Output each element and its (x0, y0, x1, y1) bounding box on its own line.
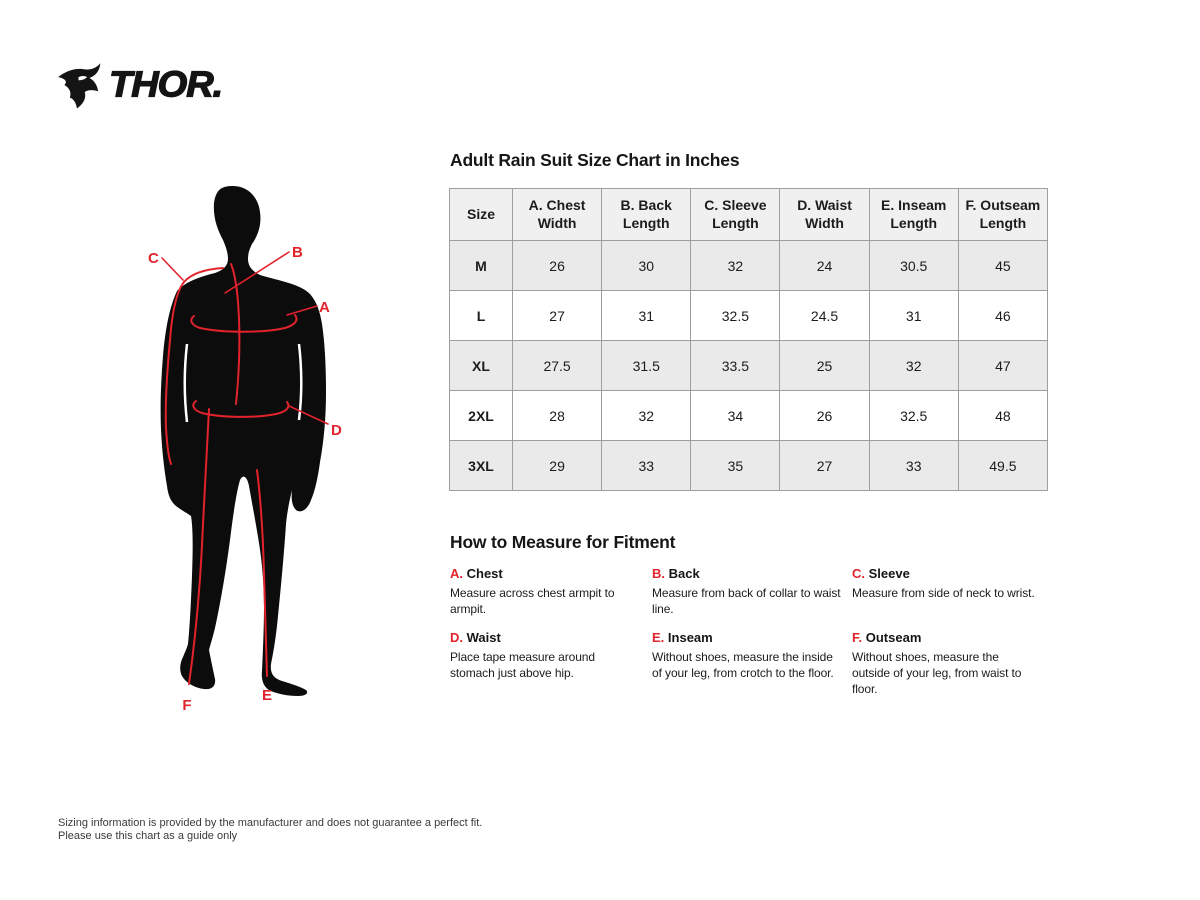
col-header-outseam: F. Outseam Length (958, 189, 1047, 241)
figure-label-f: F (182, 697, 192, 712)
disclaimer (58, 817, 482, 844)
measure-item-waist (450, 630, 652, 698)
value-cell: 45 (958, 241, 1047, 291)
col-header-sleeve: C. Sleeve Length (691, 189, 780, 241)
value-cell: 31.5 (602, 341, 691, 391)
col-header-waist: D. Waist Width (780, 189, 869, 241)
measure-item-chest (450, 566, 652, 630)
value-cell: 24.5 (780, 291, 869, 341)
table-row (450, 391, 1048, 441)
col-header-size: Size (450, 189, 513, 241)
value-cell: 48 (958, 391, 1047, 441)
value-cell: 32 (602, 391, 691, 441)
how-to-measure-title: How to Measure for Fitment (450, 532, 676, 552)
figure-label-d: D (331, 422, 342, 439)
measure-item-back (652, 566, 852, 630)
disclaimer-line-2: Please use this chart as a guide only (58, 830, 238, 843)
size-chart-title: Adult Rain Suit Size Chart in Inches (450, 150, 740, 170)
value-cell: 29 (513, 441, 602, 491)
size-cell: M (450, 241, 513, 291)
value-cell: 32.5 (869, 391, 958, 441)
value-cell: 28 (513, 391, 602, 441)
value-cell: 25 (780, 341, 869, 391)
table-row (450, 441, 1048, 491)
table-row (450, 341, 1048, 391)
measure-item-heading: C. Sleeve (852, 566, 910, 581)
value-cell: 26 (513, 241, 602, 291)
measure-item-description: Without shoes, measure the outside of your leg, from waist to floor. (852, 650, 1022, 697)
size-cell: 3XL (450, 441, 513, 491)
measure-item-description: Measure across chest armpit to armpit. (450, 586, 615, 617)
measure-item-description: Measure from side of neck to wrist. (852, 586, 1035, 600)
value-cell: 33 (869, 441, 958, 491)
measure-item-heading: A. Chest (450, 566, 503, 581)
value-cell: 27 (780, 441, 869, 491)
value-cell: 31 (869, 291, 958, 341)
measure-instructions (450, 566, 1049, 698)
value-cell: 33 (602, 441, 691, 491)
measure-item-outseam (852, 630, 1049, 698)
size-cell: L (450, 291, 513, 341)
value-cell: 26 (780, 391, 869, 441)
disclaimer-line-1: Sizing information is provided by the manufacturer and does not guarantee a perfect fit. (58, 817, 483, 829)
measurement-figure (135, 172, 395, 712)
brand-name: THOR. (109, 64, 223, 105)
value-cell: 24 (780, 241, 869, 291)
value-cell: 49.5 (958, 441, 1047, 491)
measurement-figure-svg (135, 172, 395, 712)
value-cell: 32 (869, 341, 958, 391)
size-chart-table (449, 188, 1048, 491)
value-cell: 32.5 (691, 291, 780, 341)
measure-item-inseam (652, 630, 852, 698)
thor-goat-head-icon (55, 56, 102, 114)
measure-item-heading: B. Back (652, 566, 700, 581)
col-header-inseam: E. Inseam Length (869, 189, 958, 241)
measure-item-heading: E. Inseam (652, 630, 713, 645)
value-cell: 33.5 (691, 341, 780, 391)
value-cell: 34 (691, 391, 780, 441)
size-cell: XL (450, 341, 513, 391)
value-cell: 30.5 (869, 241, 958, 291)
figure-label-c: C (148, 250, 159, 267)
measure-item-description: Measure from back of collar to waist line. (652, 586, 841, 617)
figure-label-e: E (261, 687, 273, 704)
value-cell: 27.5 (513, 341, 602, 391)
figure-label-b: B (292, 244, 303, 261)
col-header-chest: A. Chest Width (513, 189, 602, 241)
table-row (450, 241, 1048, 291)
value-cell: 30 (602, 241, 691, 291)
table-header-row (450, 189, 1048, 241)
brand-logo (55, 56, 222, 114)
value-cell: 46 (958, 291, 1047, 341)
value-cell: 32 (691, 241, 780, 291)
size-cell: 2XL (450, 391, 513, 441)
measure-item-description: Place tape measure around stomach just above hip. (450, 650, 595, 681)
value-cell: 47 (958, 341, 1047, 391)
measure-item-description: Without shoes, measure the inside of your leg, from crotch to the floor. (652, 650, 834, 681)
value-cell: 35 (691, 441, 780, 491)
man-silhouette (161, 186, 326, 696)
figure-label-a: A (319, 299, 330, 316)
measure-item-sleeve (852, 566, 1049, 630)
value-cell: 31 (602, 291, 691, 341)
measure-item-heading: F. Outseam (852, 630, 922, 645)
col-header-back: B. Back Length (602, 189, 691, 241)
value-cell: 27 (513, 291, 602, 341)
pointer-line-c (162, 258, 183, 280)
measure-item-heading: D. Waist (450, 630, 501, 645)
table-row (450, 291, 1048, 341)
